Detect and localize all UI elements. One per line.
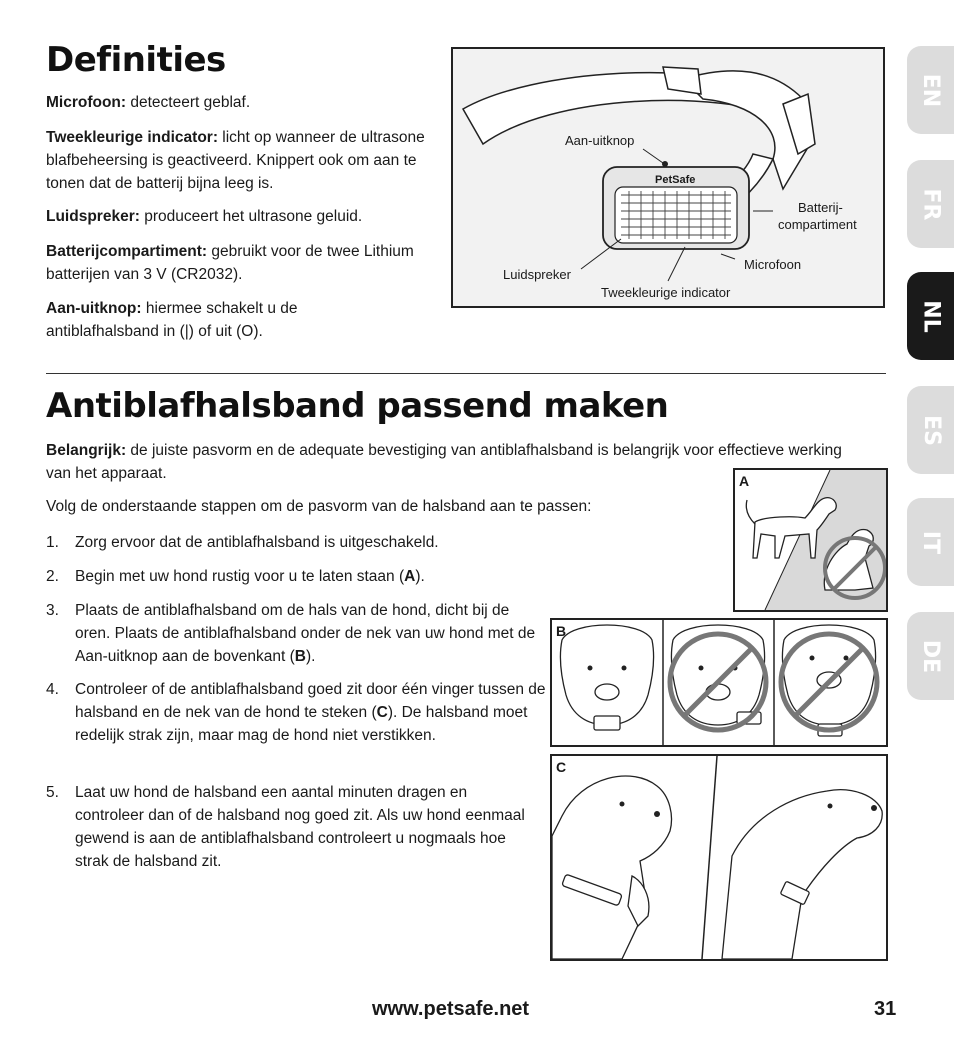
figure-a xyxy=(733,468,888,612)
step-3: 3. Plaats de antiblafhalsband om de hals van de hond, dicht bij de oren. Plaats de antiblafhalsband onder de nek van uw hond met de Aan-uitknop aan de bovenkant (B). xyxy=(46,602,536,665)
figure-b-letter: B xyxy=(556,623,567,639)
tab-es[interactable]: ES xyxy=(907,386,954,474)
figure-b xyxy=(550,618,888,747)
figure-c xyxy=(550,754,888,961)
step-4: 4. Controleer of de antiblafhalsband goed zit door één vinger tussen de halsband en de nek van de hond te steken (C). De halsband moet redelijk strak zijn, maar mag de hond niet verstikken. xyxy=(46,681,546,744)
diagram-label-battery-1: Batterij- xyxy=(798,200,843,215)
step-1: 1. Zorg ervoor dat de antiblafhalsband is uitgeschakeld. xyxy=(46,534,439,551)
definitions-title: Definities xyxy=(46,40,226,80)
step-5: 5. Laat uw hond de halsband een aantal minuten dragen en controleer dan of de halsband nog goed zit. Als uw hond eenmaal gewend is aan de antiblafhalsband controleert u nogmaals hoe strak de halsband zit. xyxy=(46,784,525,870)
diagram-brand-logo: PetSafe xyxy=(655,174,696,186)
tab-de[interactable]: DE xyxy=(907,612,954,700)
important-note: Belangrijk: de juiste pasvorm en de adequate bevestiging van antiblafhalsband is belangrijk voor effectieve werking van het apparaat. xyxy=(46,442,842,482)
collar-diagram xyxy=(451,47,885,308)
diagram-label-microphone: Microfoon xyxy=(744,257,802,272)
page-number: 31 xyxy=(874,998,897,1020)
tab-fr[interactable]: FR xyxy=(907,160,954,248)
definition-indicator: Tweekleurige indicator: licht op wanneer de ultrasone blafbeheersing is geactiveerd. Knippert ook om aan te tonen dat de batterij bijna leeg is. xyxy=(46,129,425,192)
step-2: 2. Begin met uw hond rustig voor u te laten staan (A). xyxy=(46,568,425,585)
diagram-label-speaker: Luidspreker xyxy=(503,267,571,282)
diagram-label-battery-2: compartiment xyxy=(778,217,857,232)
definition-microphone: Microfoon: detecteert geblaf. xyxy=(46,94,251,111)
section-divider xyxy=(46,373,886,374)
diagram-label-power-button: Aan-uitknop xyxy=(565,133,635,148)
figure-a-letter: A xyxy=(739,473,750,489)
fitting-title: Antiblafhalsband passend maken xyxy=(46,386,669,426)
tab-en[interactable]: EN xyxy=(907,46,954,134)
tab-it[interactable]: IT xyxy=(907,498,954,586)
definition-power-button: Aan-uitknop: hiermee schakelt u de antiblafhalsband in (|) of uit (O). xyxy=(46,300,298,340)
figure-c-letter: C xyxy=(556,759,567,775)
tab-nl[interactable]: NL xyxy=(907,272,954,360)
intro-text: Volg de onderstaande stappen om de pasvorm van de halsband aan te passen: xyxy=(46,498,592,515)
footer-url[interactable]: www.petsafe.net xyxy=(372,998,530,1020)
definition-speaker: Luidspreker: produceert het ultrasone geluid. xyxy=(46,208,363,225)
definition-battery: Batterijcompartiment: gebruikt voor de twee Lithium batterijen van 3 V (CR2032). xyxy=(46,243,414,283)
diagram-label-indicator: Tweekleurige indicator xyxy=(601,285,731,300)
